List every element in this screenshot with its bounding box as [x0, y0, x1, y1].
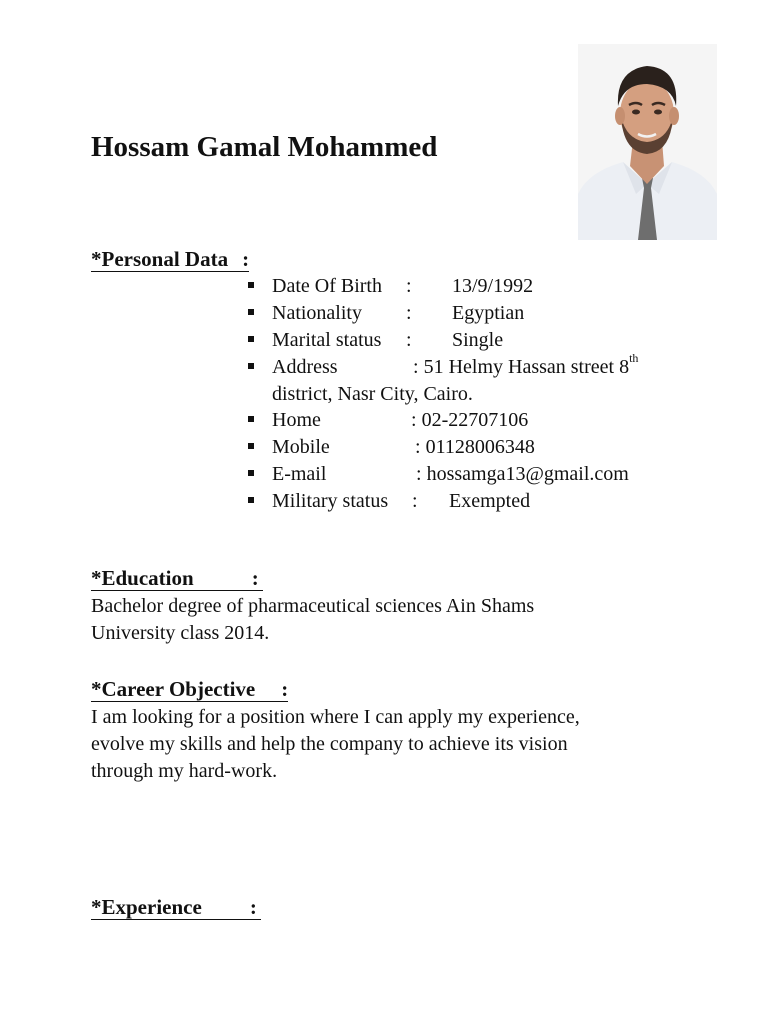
page-title: Hossam Gamal Mohammed: [91, 131, 438, 163]
section-heading-personal: *Personal Data :: [91, 247, 250, 271]
career-objective-line: evolve my skills and help the company to achieve its vision: [91, 733, 568, 755]
bullet-icon: [248, 309, 254, 315]
career-objective-line: through my hard-work.: [91, 760, 278, 782]
bullet-icon: [248, 336, 254, 342]
bullet-icon: [248, 497, 254, 503]
bullet-icon: [248, 416, 254, 422]
bullet-icon: [248, 470, 254, 476]
education-line: Bachelor degree of pharmaceutical sciences Ain Shams: [91, 595, 535, 617]
bullet-icon: [248, 282, 254, 288]
section-heading-career-objective: *Career Objective :: [91, 677, 289, 701]
education-line: University class 2014.: [91, 622, 270, 644]
section-heading-experience: *Experience :: [91, 895, 261, 920]
bullet-icon: [248, 363, 254, 369]
career-objective-line: I am looking for a position where I can apply my experience,: [91, 706, 580, 728]
bullet-icon: [248, 443, 254, 449]
profile-photo: [578, 44, 717, 240]
section-heading-education: *Education :: [91, 566, 263, 591]
